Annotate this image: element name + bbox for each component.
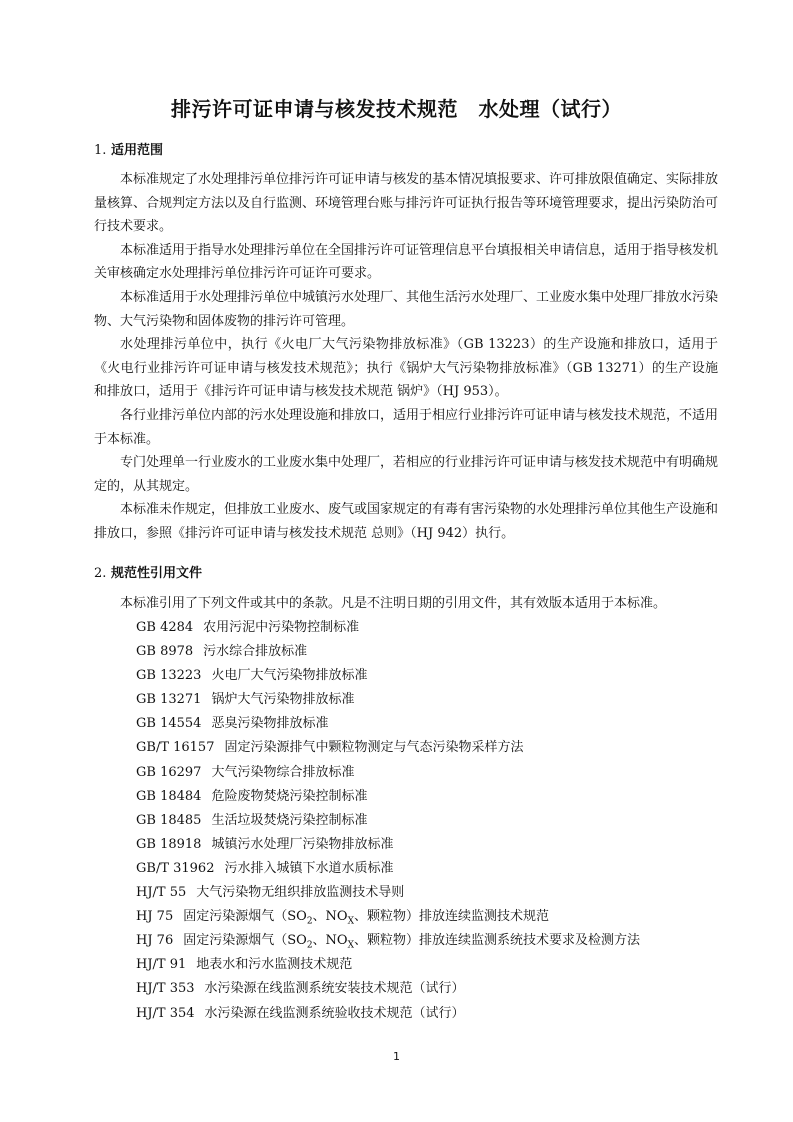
paragraph: 本标准未作规定，但排放工业废水、废气或国家规定的有毒有害污染物的水处理排污单位其他生产设施和排放口，参照《排污许可证申请与核发技术规范 总则》（HJ 942）执行。 — [94, 502, 719, 541]
reference-item — [136, 905, 736, 929]
reference-title: 固定污染源排气中颗粒物测定与气态污染物采样方法 — [224, 740, 524, 756]
reference-item — [136, 664, 736, 688]
paragraph: 本标准规定了水处理排污单位排污许可证申请与核发的基本情况填报要求、许可排放限值确定、实际排放量核算、合规判定方法以及自行监测、环境管理台账与排污许可证执行报告等环境管理要求，提出污染防治可行技术要求。 — [94, 172, 719, 235]
reference-title: 大气污染物综合排放标准 — [211, 764, 355, 780]
reference-code: HJ 76 — [136, 933, 174, 949]
reference-title: 农用污泥中污染物控制标准 — [203, 620, 360, 635]
reference-item — [136, 977, 736, 1001]
subscript: 2 — [306, 940, 313, 951]
subscript: 2 — [306, 916, 313, 927]
reference-title-part: 、NO — [312, 909, 348, 925]
reference-item — [136, 953, 736, 977]
reference-item — [136, 761, 736, 785]
reference-item — [136, 1002, 736, 1026]
page-number: 1 — [393, 1050, 400, 1063]
reference-title: 大气污染物无组织排放监测技术导则 — [196, 885, 405, 901]
reference-code: GB/T 16157 — [136, 740, 215, 756]
section-number: 1. — [94, 143, 107, 158]
section-number: 2. — [94, 566, 107, 581]
reference-title: 恶臭污染物排放标准 — [211, 716, 329, 732]
reference-item — [136, 881, 736, 905]
reference-code: GB 8978 — [136, 644, 194, 660]
reference-title: 水污染源在线监测系统验收技术规范（试行） — [204, 1005, 465, 1021]
paragraph: 本标准适用于水处理排污单位中城镇污水处理厂、其他生活污水处理厂、工业废水集中处理厂排放水污染物、大气污染物和固体废物的排污许可管理。 — [94, 289, 719, 329]
section-title: 规范性引用文件 — [110, 566, 202, 581]
reference-title: 水污染源在线监测系统安装技术规范（试行） — [204, 981, 465, 997]
reference-code: GB 18484 — [136, 788, 202, 804]
reference-title: 地表水和污水监测技术规范 — [196, 957, 353, 973]
reference-title: 火电厂大气污染物排放标准 — [211, 668, 368, 684]
section-body-references — [94, 592, 718, 616]
reference-item — [136, 929, 736, 953]
reference-code: HJ/T 91 — [136, 957, 187, 973]
reference-code: HJ/T 353 — [136, 981, 195, 997]
reference-code: GB 4284 — [136, 620, 194, 635]
paragraph: 本标准适用于指导水处理排污单位在全国排污许可证管理信息平台填报相关申请信息，适用于指导核发机关审核确定水处理排污单位排污许可证许可要求。 — [94, 242, 719, 282]
reference-item — [136, 857, 736, 881]
reference-code: HJ/T 354 — [136, 1005, 195, 1021]
reference-item — [136, 640, 736, 664]
reference-code: GB 18918 — [136, 836, 202, 852]
reference-title-part: 固定污染源烟气（SO — [183, 909, 307, 925]
reference-title: 污水排入城镇下水道水质标准 — [224, 860, 394, 876]
reference-code: GB/T 31962 — [136, 860, 215, 876]
paragraph: 各行业排污单位内部的污水处理设施和排放口，适用于相应行业排污许可证申请与核发技术规范，不适用于本标准。 — [94, 407, 719, 447]
reference-item — [136, 833, 736, 857]
paragraph: 本标准引用了下列文件或其中的条款。凡是不注明日期的引用文件，其有效版本适用于本标准。 — [120, 596, 667, 611]
subscript: X — [347, 916, 355, 927]
reference-title-part: 、NO — [312, 933, 348, 949]
section-title: 适用范围 — [110, 143, 163, 158]
reference-item — [136, 616, 736, 640]
document-title: 排污许可证申请与核发技术规范 水处理（试行） — [171, 97, 622, 121]
reference-list — [136, 616, 736, 1026]
reference-title-part: 、颗粒物）排放连续监测系统技术要求及检测方法 — [354, 933, 641, 949]
reference-item — [136, 736, 736, 760]
subscript: X — [347, 940, 355, 951]
reference-item — [136, 809, 736, 833]
section-heading-scope — [94, 143, 163, 159]
reference-title-part: 、颗粒物）排放连续监测技术规范 — [354, 909, 550, 925]
reference-title: 锅炉大气污染物排放标准 — [211, 692, 355, 708]
reference-code: HJ/T 55 — [136, 885, 187, 901]
reference-code: GB 16297 — [136, 764, 202, 780]
reference-title: 城镇污水处理厂污染物排放标准 — [211, 836, 394, 852]
reference-item — [136, 785, 736, 809]
reference-title: 生活垃圾焚烧污染控制标准 — [211, 812, 368, 828]
reference-code: GB 13271 — [136, 692, 202, 708]
paragraph: 水处理排污单位中，执行《火电厂大气污染物排放标准》（GB 13223）的生产设施和排放口，适用于《火电行业排污许可证申请与核发技术规范》；执行《锅炉大气污染物排放标准》（GB 13271）的生产设施和排放口，适用于《排污许可证申请与核发技术规范 锅炉》（HJ 953）。 — [94, 337, 718, 400]
reference-item — [136, 712, 736, 736]
reference-code: HJ 75 — [136, 909, 174, 925]
reference-code: GB 14554 — [136, 716, 202, 732]
section-heading-references — [94, 566, 202, 582]
reference-title: 污水综合排放标准 — [203, 644, 308, 660]
reference-code: GB 18485 — [136, 812, 202, 828]
reference-item — [136, 688, 736, 712]
reference-title: 危险废物焚烧污染控制标准 — [211, 788, 368, 804]
section-body-scope — [94, 168, 718, 546]
reference-code: GB 13223 — [136, 668, 202, 684]
reference-title-part: 固定污染源烟气（SO — [183, 933, 307, 949]
paragraph: 专门处理单一行业废水的工业废水集中处理厂，若相应的行业排污许可证申请与核发技术规范中有明确规定的，从其规定。 — [94, 455, 719, 494]
